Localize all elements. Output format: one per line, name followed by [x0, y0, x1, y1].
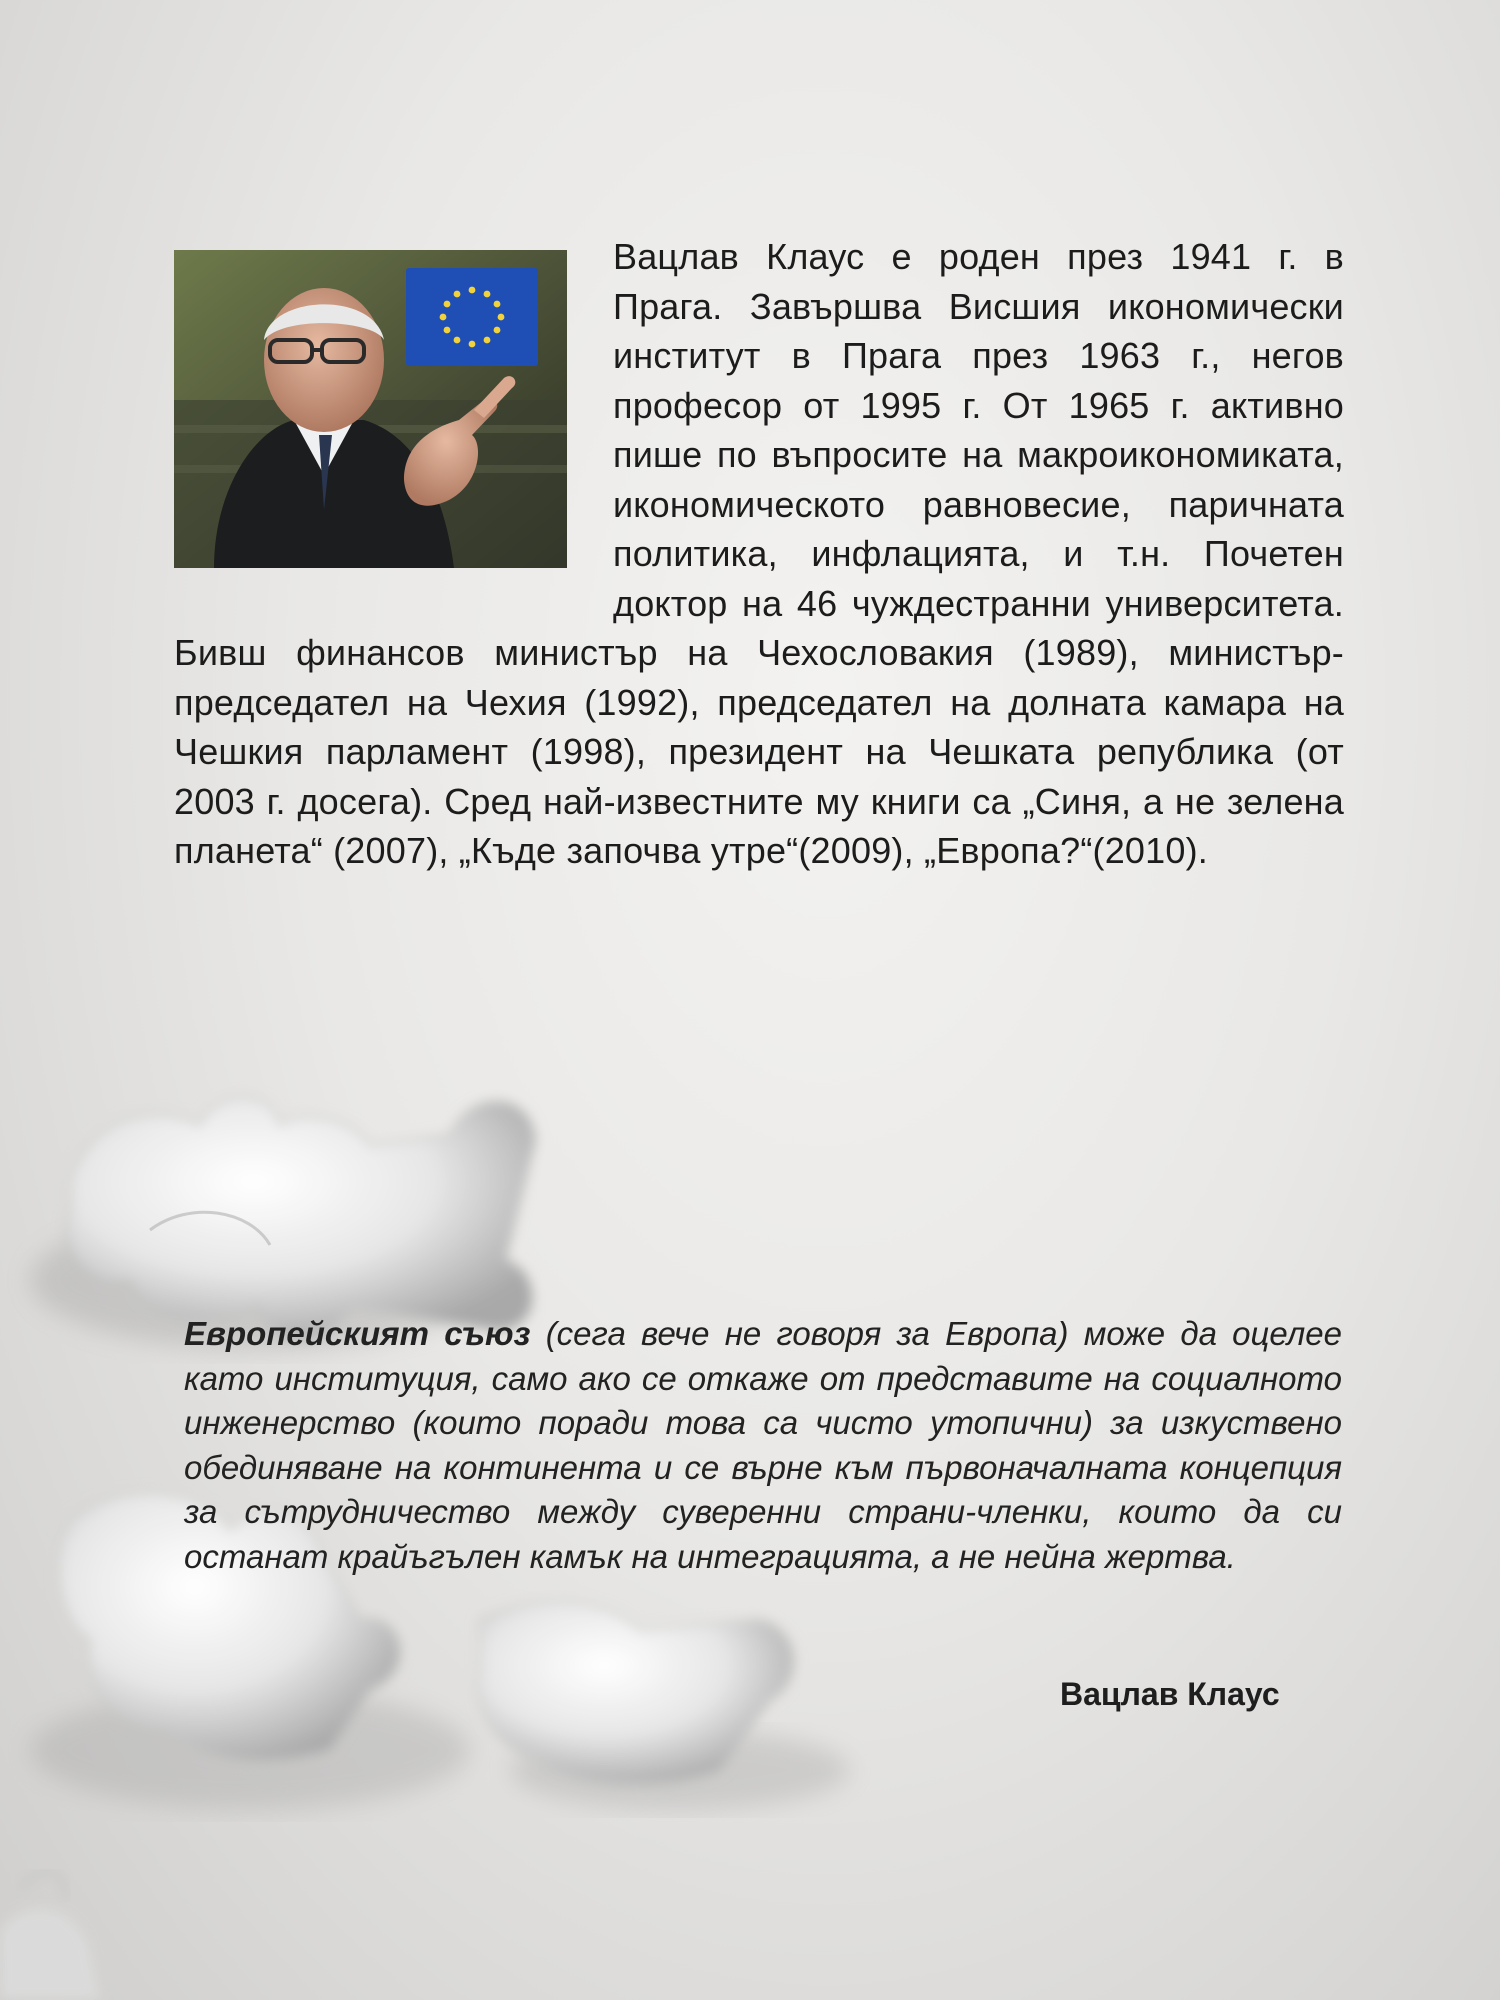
author-bio-text: Вацлав Клаус е роден през 1941 г. в Прага. Завършва Висшия икономически институт в Прага през 1963 г., негов професор от 1995 г. От 1965 г. активно пише по въпросите на макроикономиката, икономическото равновесие, паричната политика, инфлацията, и т.н. Почетен доктор на 46 чуждестранни университета. Бивш финансов министър на Чехословакия (1989), министър-председател на Чехия (1992), председател на долната камара на Чешкия парламент (1998), президент на Чешката република (от 2003 г. досега). Сред най-известните му книги са „Синя, а не зелена планета“ (2007), „Къде започва утре“(2009), „Европа?“(2010).: [174, 236, 1344, 871]
quote-section: [184, 1312, 1342, 1579]
quote-text: [184, 1312, 1342, 1579]
quote-body: (сега вече не говоря за Европа) може да оцелее като институция, само ако се откаже от представите на социалното инженерство (които поради това са чисто утопични) за изкуствено обединяване на континента и се върне към първоначалната концепция за сътрудничество между суверенни страни-членки, които да си останат крайъгълен камък на интеграцията, а не нейна жертва.: [184, 1315, 1342, 1575]
author-photo: [174, 250, 567, 568]
quote-author: Вацлав Клаус: [1060, 1676, 1280, 1712]
eu-flag: [406, 268, 538, 366]
author-photo-image: [174, 250, 567, 568]
quote-lead-bold: Европейският съюз: [184, 1315, 531, 1352]
author-bio-section: [174, 232, 1344, 876]
